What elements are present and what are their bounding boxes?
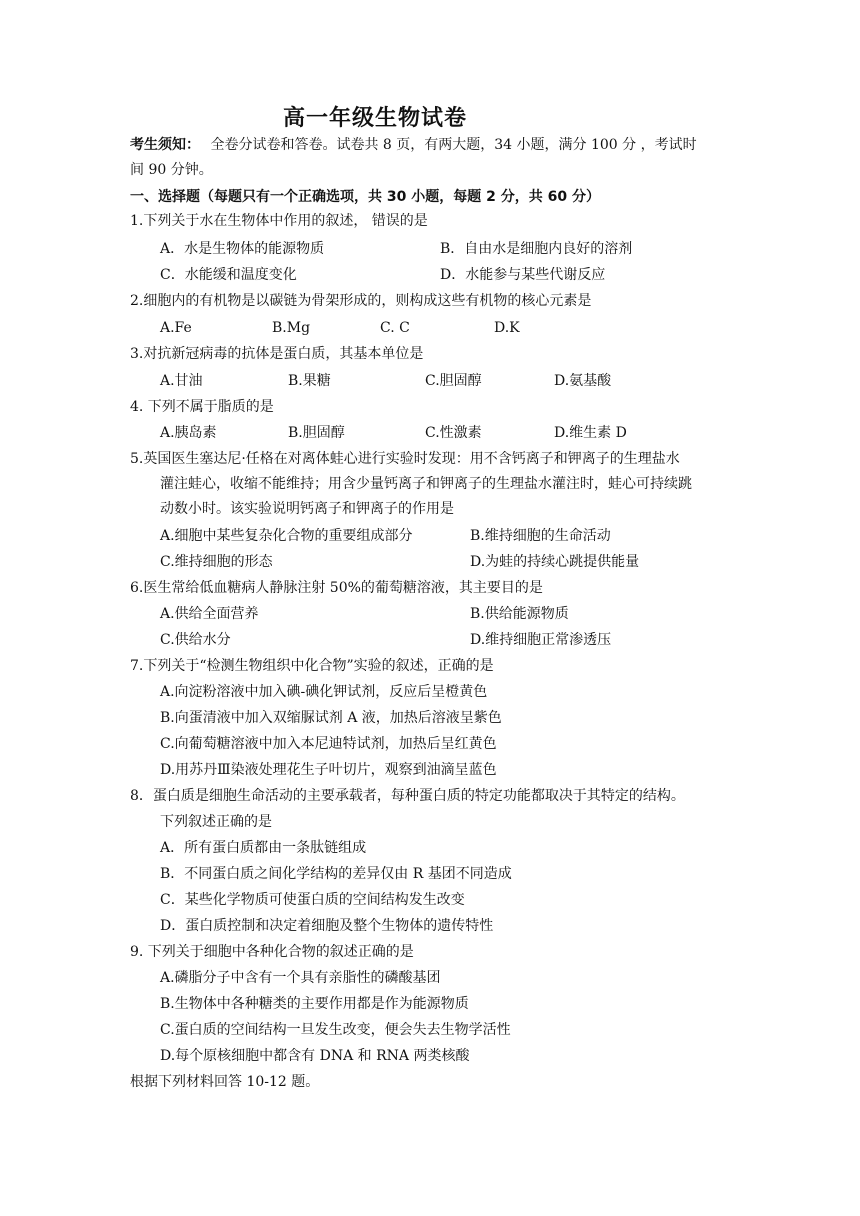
question-9-option-d: D.每个原核细胞中都含有 DNA 和 RNA 两类核酸	[160, 1048, 470, 1064]
question-3-stem: 3.对抗新冠病毒的抗体是蛋白质，其基本单位是	[130, 346, 424, 362]
question-8-stem-line-1: 8．蛋白质是细胞生命活动的主要承载者，每种蛋白质的特定功能都取决于其特定的结构。	[130, 788, 685, 804]
question-1-option-d: D．水能参与某些代谢反应	[440, 267, 606, 283]
question-9-stem: 9. 下列关于细胞中各种化合物的叙述正确的是	[130, 944, 414, 960]
question-4-option-b: B.胆固醇	[288, 425, 345, 441]
question-8-option-b: B．不同蛋白质之间化学结构的差异仅由 R 基团不同造成	[160, 866, 512, 882]
question-1-option-c: C．水能缓和温度变化	[160, 267, 297, 283]
section-heading: 一、选择题（每题只有一个正确选项，共 30 小题，每题 2 分，共 60 分）	[130, 189, 600, 205]
question-3-option-c: C.胆固醇	[425, 373, 482, 389]
question-8-option-a: A．所有蛋白质都由一条肽链组成	[160, 840, 367, 856]
question-5-stem-line-3: 动数小时。该实验说明钙离子和钾离子的作用是	[160, 501, 454, 517]
question-5-stem-line-2: 灌注蛙心，收缩不能维持；用含少量钙离子和钾离子的生理盐水灌注时，蛙心可持续跳	[160, 476, 692, 492]
question-7-option-c: C.向葡萄糖溶液中加入本尼迪特试剂，加热后呈红黄色	[160, 736, 497, 752]
question-1-option-a: A．水是生物体的能源物质	[160, 241, 325, 257]
question-3-option-a: A.甘油	[160, 373, 203, 389]
question-8-option-c: C．某些化学物质可使蛋白质的空间结构发生改变	[160, 892, 465, 908]
question-5-option-b: B.维持细胞的生命活动	[470, 528, 611, 544]
question-7-option-b: B.向蛋清液中加入双缩脲试剂 A 液，加热后溶液呈紫色	[160, 710, 502, 726]
question-6-option-d: D.维持细胞正常渗透压	[470, 632, 612, 648]
question-9-option-a: A.磷脂分子中含有一个具有亲脂性的磷酸基团	[160, 970, 441, 986]
question-7-stem: 7.下列关于“检测生物组织中化合物”实验的叙述，正确的是	[130, 658, 494, 674]
question-5-option-a: A.细胞中某些复杂化合物的重要组成部分	[160, 528, 413, 544]
question-6-option-c: C.供给水分	[160, 632, 231, 648]
question-6-option-b: B.供给能源物质	[470, 606, 569, 622]
question-3-option-b: B.果糖	[288, 373, 331, 389]
question-7-option-d: D.用苏丹Ⅲ染液处理花生子叶切片，观察到油滴呈蓝色	[160, 762, 497, 778]
exam-title: 高一年级生物试卷	[283, 106, 468, 131]
question-1-stem: 1.下列关于水在生物体中作用的叙述， 错误的是	[130, 213, 428, 229]
question-6-option-a: A.供给全面营养	[160, 606, 259, 622]
question-4-option-c: C.性激素	[425, 425, 482, 441]
question-4-option-d: D.维生素 D	[554, 425, 627, 441]
material-note: 根据下列材料回答 10-12 题。	[130, 1074, 320, 1090]
notice-line-1	[130, 135, 697, 155]
question-2-option-a: A.Fe	[160, 320, 192, 336]
question-2-option-b: B.Mg	[272, 320, 311, 336]
question-5-option-d: D.为蛙的持续心跳提供能量	[470, 554, 640, 570]
question-8-stem-line-2: 下列叙述正确的是	[160, 814, 272, 830]
question-2-stem: 2.细胞内的有机物是以碳链为骨架形成的，则构成这些有机物的核心元素是	[130, 293, 592, 309]
question-4-option-a: A.胰岛素	[160, 425, 217, 441]
notice-label: 考生须知：	[130, 137, 200, 153]
question-5-option-c: C.维持细胞的形态	[160, 554, 273, 570]
question-5-stem-line-1: 5.英国医生塞达尼·任格在对离体蛙心进行实验时发现：用不含钙离子和钾离子的生理盐水	[130, 451, 680, 467]
question-2-option-c: C. C	[380, 320, 410, 336]
question-9-option-c: C.蛋白质的空间结构一旦发生改变，便会失去生物学活性	[160, 1022, 511, 1038]
notice-text-1: 全卷分试卷和答卷。试卷共 8 页，有两大题，34 小题，满分 100 分 ，考试时	[210, 137, 697, 153]
notice-line-2: 间 90 分钟。	[130, 162, 213, 178]
question-9-option-b: B.生物体中各种糖类的主要作用都是作为能源物质	[160, 996, 469, 1012]
question-1-option-b: B．自由水是细胞内良好的溶剂	[440, 241, 633, 257]
question-4-stem: 4. 下列不属于脂质的是	[130, 399, 274, 415]
question-7-option-a: A.向淀粉溶液中加入碘-碘化钾试剂，反应后呈橙黄色	[160, 684, 488, 700]
question-3-option-d: D.氨基酸	[554, 373, 612, 389]
question-6-stem: 6.医生常给低血糖病人静脉注射 50%的葡萄糖溶液，其主要目的是	[130, 580, 543, 596]
question-2-option-d: D.K	[494, 320, 520, 336]
question-8-option-d: D．蛋白质控制和决定着细胞及整个生物体的遗传特性	[160, 918, 494, 934]
